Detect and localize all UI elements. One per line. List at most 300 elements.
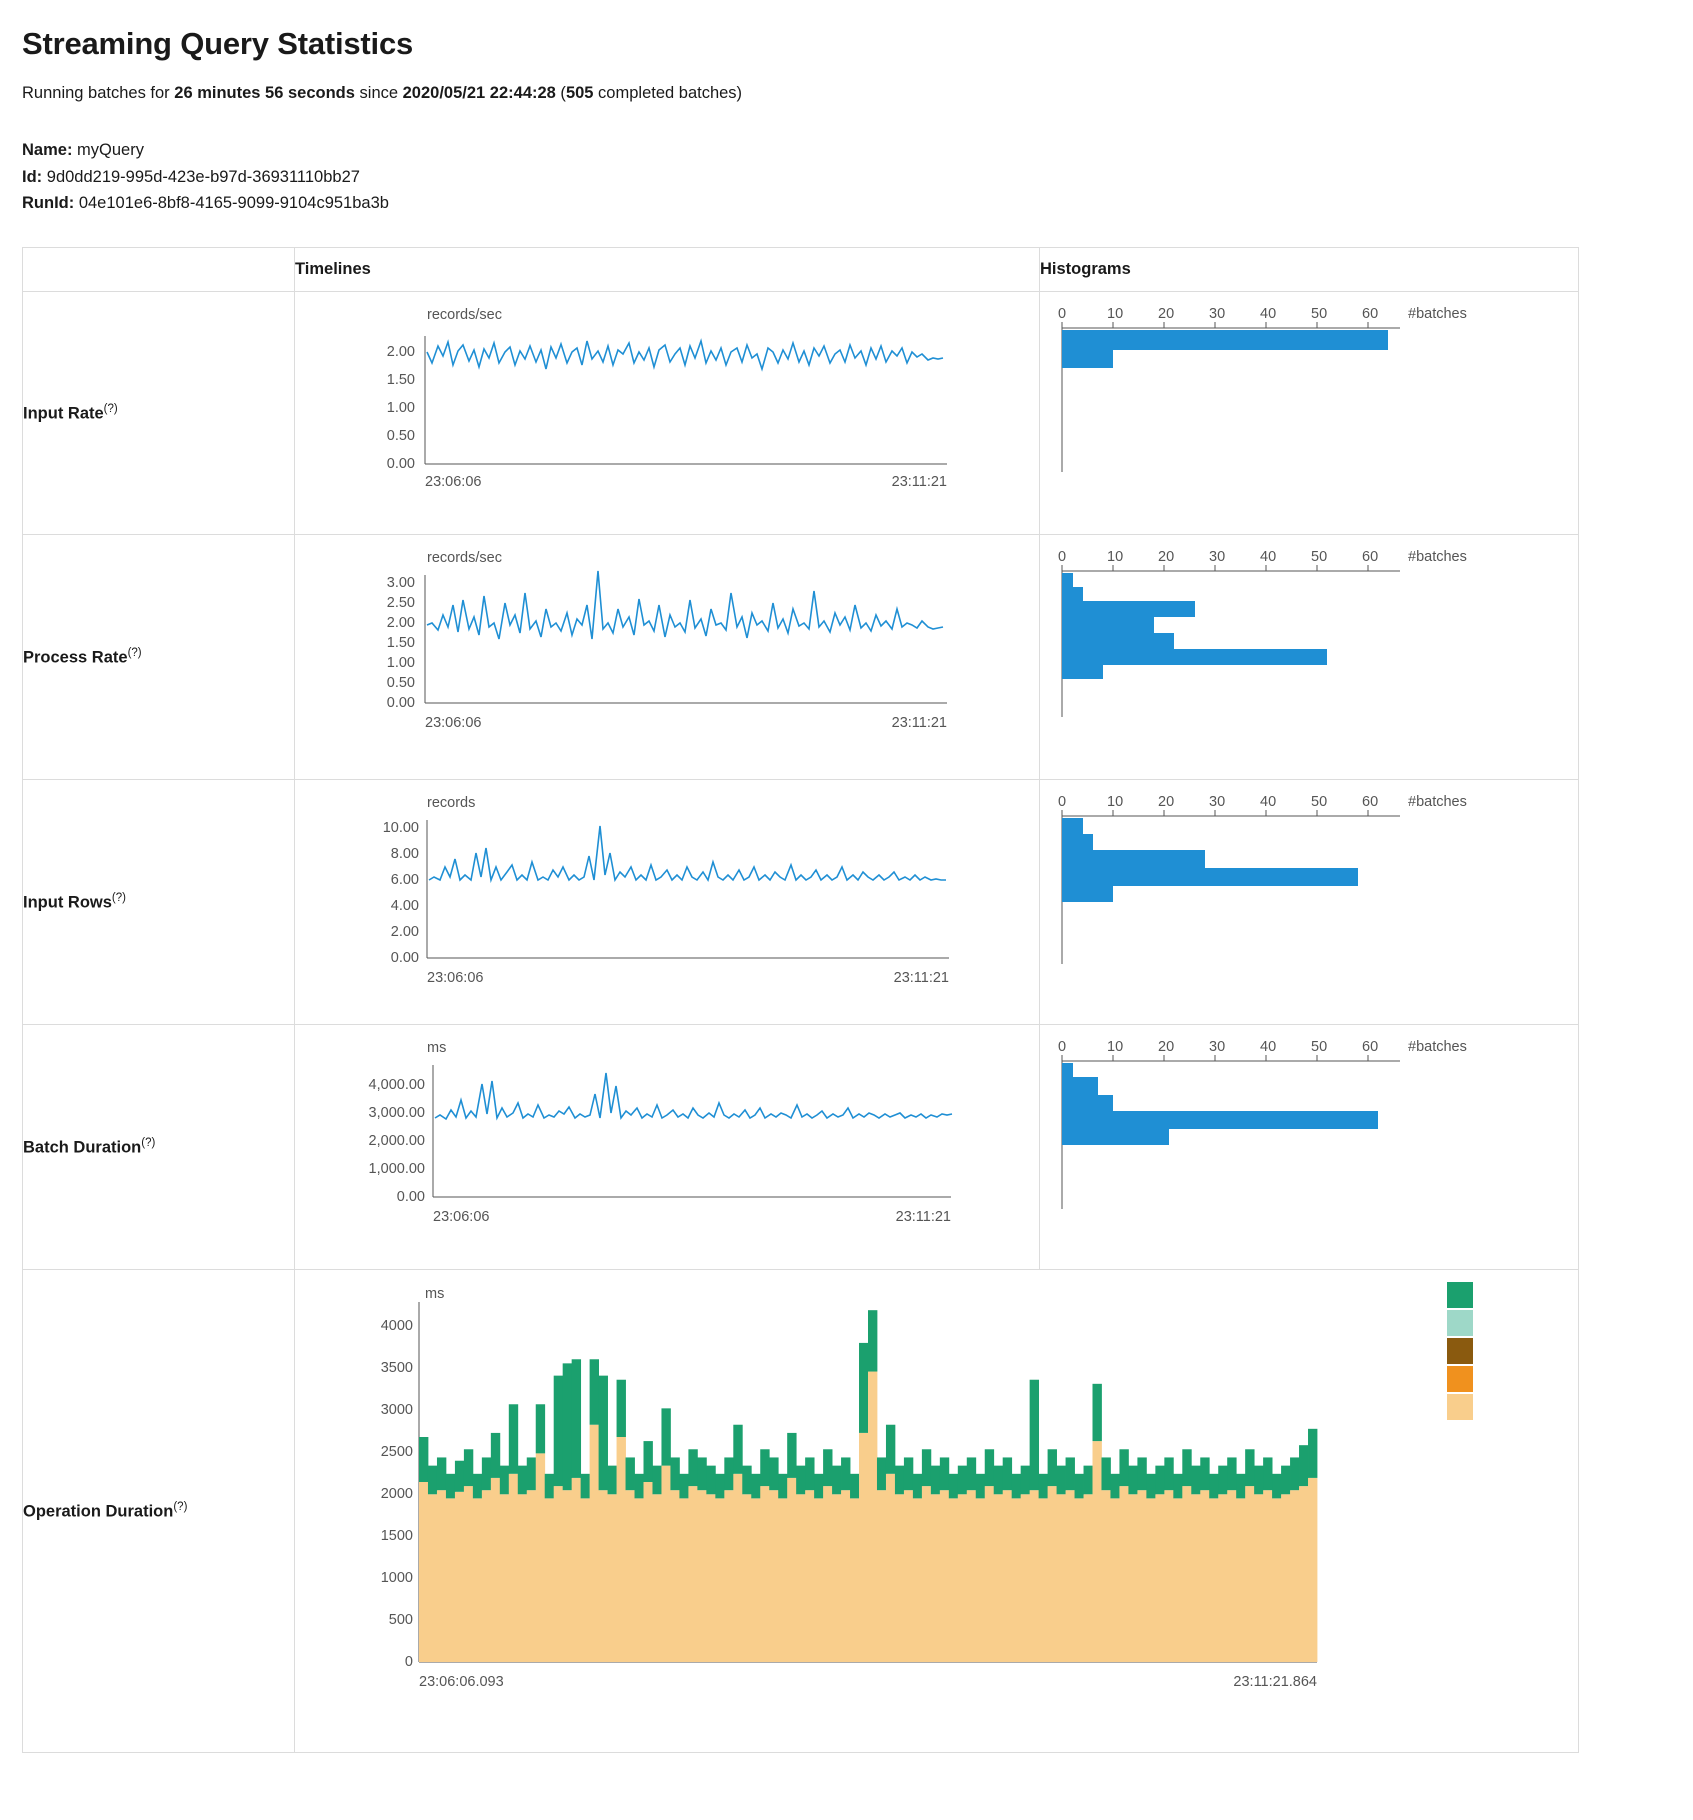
stacked-bar-top xyxy=(1290,1458,1299,1491)
stacked-bar-top xyxy=(428,1466,437,1495)
header-histograms: Histograms xyxy=(1040,248,1579,292)
stacked-bar-top xyxy=(1084,1466,1093,1495)
ytick: 3,000.00 xyxy=(368,1105,425,1122)
hist-bar xyxy=(1062,617,1154,633)
unit-label: records/sec xyxy=(427,307,502,324)
ytick: 3000 xyxy=(380,1402,413,1419)
ytick: 4.00 xyxy=(390,898,419,915)
ytick: 8.00 xyxy=(390,846,419,863)
ytick: 3.00 xyxy=(386,575,415,592)
stacked-bar-top xyxy=(1075,1474,1084,1499)
stacked-bar-base xyxy=(1075,1499,1084,1663)
stacked-bar-base xyxy=(1146,1499,1155,1663)
stacked-bar-top xyxy=(742,1466,751,1495)
stacked-bar-base xyxy=(1039,1499,1048,1663)
stacked-bar-top xyxy=(563,1364,572,1491)
meta-row-name xyxy=(22,137,1671,164)
stacked-bar-base xyxy=(1119,1486,1128,1662)
xtick-start: 23:06:06 xyxy=(425,474,482,491)
stacked-bar-top xyxy=(994,1466,1003,1495)
stacked-bar-base xyxy=(913,1499,922,1663)
stacked-bar-top xyxy=(697,1458,706,1491)
stacked-bar-base xyxy=(446,1499,455,1663)
stacked-bar-top xyxy=(796,1466,805,1495)
xtick-end: 23:11:21 xyxy=(893,970,949,987)
stacked-bar-base xyxy=(1209,1499,1218,1663)
stacked-bar-base xyxy=(482,1490,491,1662)
stacked-bar-top xyxy=(455,1461,464,1492)
xtick: 10 xyxy=(1107,794,1124,811)
stacked-bar-base xyxy=(886,1474,895,1662)
statistics-table xyxy=(22,247,1579,1753)
stacked-bar-base xyxy=(967,1490,976,1662)
stacked-bar-top xyxy=(1254,1466,1263,1495)
stacked-bar-top xyxy=(1137,1458,1146,1491)
xtick: 0 xyxy=(1058,794,1067,811)
row-label-text: Input Rows xyxy=(23,893,112,912)
stacked-bar-top xyxy=(509,1404,518,1474)
unit-label: records/sec xyxy=(427,550,502,567)
ytick: 2500 xyxy=(380,1444,413,1461)
xtick-start: 23:06:06 xyxy=(433,1209,490,1226)
stacked-bar-base xyxy=(868,1372,877,1662)
xtick: 50 xyxy=(1311,794,1328,811)
help-icon[interactable]: (?) xyxy=(111,891,126,904)
xtick: 20 xyxy=(1158,306,1175,323)
xtick: 20 xyxy=(1158,1039,1175,1056)
stacked-bar-top xyxy=(1299,1445,1308,1486)
ytick: 2,000.00 xyxy=(368,1133,425,1150)
table-header-row xyxy=(23,248,1579,292)
stacked-bar-top xyxy=(482,1458,491,1491)
stacked-bar-base xyxy=(859,1433,868,1662)
stacked-bar-top xyxy=(1164,1458,1173,1491)
stacked-bar-top xyxy=(464,1449,473,1486)
ytick: 0.00 xyxy=(386,456,415,473)
stacked-bar-base xyxy=(1191,1494,1200,1662)
stacked-bar-top xyxy=(859,1343,868,1433)
histogram-input-rows[interactable] xyxy=(1040,780,1579,1025)
stacked-bar-top xyxy=(1146,1474,1155,1499)
stacked-bar-base xyxy=(1155,1494,1164,1662)
stacked-bar-base xyxy=(922,1486,931,1662)
stacked-bar-base xyxy=(1245,1486,1254,1662)
stacked-bar-base xyxy=(491,1478,500,1662)
header-blank xyxy=(23,248,295,292)
stacked-bar-base xyxy=(679,1499,688,1663)
stacked-bar-base xyxy=(769,1490,778,1662)
xtick: 0 xyxy=(1058,306,1067,323)
xtick-start: 23:06:06 xyxy=(427,970,484,987)
stacked-bar-top xyxy=(1209,1474,1218,1499)
axis-label: #batches xyxy=(1408,1039,1467,1056)
stacked-bar-top xyxy=(581,1474,590,1499)
stacked-bar-base xyxy=(733,1474,742,1662)
stacked-bar-base xyxy=(958,1494,967,1662)
stacked-bar-base xyxy=(931,1494,940,1662)
stacked-bar-top xyxy=(419,1437,428,1482)
stacked-bar-top xyxy=(652,1466,661,1495)
stacked-bar-top xyxy=(527,1458,536,1491)
stacked-bar-top xyxy=(985,1449,994,1486)
stacked-bar-top xyxy=(877,1458,886,1491)
stacked-bar-top xyxy=(886,1425,895,1474)
stacked-bar-base xyxy=(644,1482,653,1662)
axis-label: #batches xyxy=(1408,794,1467,811)
stacked-bar-top xyxy=(590,1359,599,1424)
stacked-bar-top xyxy=(850,1474,859,1499)
stacked-bar-top xyxy=(688,1449,697,1486)
timeline-batch-duration[interactable] xyxy=(295,1025,1040,1270)
stacked-bar-base xyxy=(787,1478,796,1662)
ytick: 10.00 xyxy=(382,820,419,837)
ytick: 2.00 xyxy=(390,924,419,941)
stacked-bar-top xyxy=(446,1474,455,1499)
stacked-bar-base xyxy=(1137,1490,1146,1662)
stacked-bar-base xyxy=(823,1486,832,1662)
hist-bar xyxy=(1062,633,1174,649)
stacked-bar-base xyxy=(661,1466,670,1662)
ytick: 2.00 xyxy=(386,344,415,361)
stacked-bar-base xyxy=(760,1486,769,1662)
stacked-bar-top xyxy=(868,1310,877,1371)
stacked-bar-top xyxy=(1128,1466,1137,1495)
xtick: 50 xyxy=(1311,1039,1328,1056)
stacked-bar-top xyxy=(1236,1474,1245,1499)
stacked-bar-base xyxy=(419,1482,428,1662)
stacked-bar-base xyxy=(1057,1494,1066,1662)
hist-bar xyxy=(1062,834,1093,850)
stacked-bar-top xyxy=(635,1474,644,1499)
stacked-bar-top xyxy=(949,1474,958,1499)
stacked-bar-base xyxy=(1272,1499,1281,1663)
stacked-bar-top xyxy=(895,1466,904,1495)
stacked-bar-top xyxy=(545,1474,554,1499)
hist-bar xyxy=(1062,601,1195,617)
ytick: 0.50 xyxy=(386,428,415,445)
input-rate-line xyxy=(427,341,943,369)
stacked-bar-top xyxy=(1057,1466,1066,1495)
xtick: 50 xyxy=(1311,549,1328,566)
stacked-bar-top xyxy=(967,1458,976,1491)
stacked-bar-top xyxy=(769,1458,778,1491)
xtick: 40 xyxy=(1260,306,1277,323)
xtick: 30 xyxy=(1209,1039,1226,1056)
stacked-bar-top xyxy=(1093,1384,1102,1441)
stacked-bar-base xyxy=(626,1490,635,1662)
hist-bar xyxy=(1062,886,1113,902)
stacked-bar-base xyxy=(464,1486,473,1662)
stacked-bar-base xyxy=(1236,1499,1245,1663)
table-row xyxy=(23,535,1579,780)
ytick: 1.00 xyxy=(386,400,415,417)
row-label-text: Batch Duration xyxy=(23,1138,142,1157)
xtick: 60 xyxy=(1362,1039,1379,1056)
stacked-bar-base xyxy=(527,1490,536,1662)
stacked-bar-top xyxy=(437,1458,446,1491)
stacked-bar-top xyxy=(491,1433,500,1478)
page-title: Streaming Query Statistics xyxy=(22,26,414,61)
xtick: 0 xyxy=(1058,549,1067,566)
ytick: 2.00 xyxy=(386,615,415,632)
stacked-bar-base xyxy=(1048,1486,1057,1662)
hist-bar xyxy=(1062,573,1073,587)
xtick: 10 xyxy=(1107,306,1124,323)
help-icon[interactable]: (?) xyxy=(173,1500,188,1513)
legend-swatch-green[interactable] xyxy=(1447,1282,1473,1308)
stacked-bar-base xyxy=(976,1499,985,1663)
stacked-bar-base xyxy=(796,1494,805,1662)
stacked-bar-base xyxy=(455,1492,464,1662)
summary-mid: since xyxy=(354,84,403,102)
stacked-bar-base xyxy=(509,1474,518,1662)
stacked-bar-base xyxy=(428,1494,437,1662)
stacked-bar-top xyxy=(1021,1466,1030,1495)
ytick: 2000 xyxy=(380,1486,413,1503)
ytick: 3500 xyxy=(380,1360,413,1377)
stacked-bar-base xyxy=(1227,1490,1236,1662)
stacked-bar-base xyxy=(877,1490,886,1662)
row-label-process-rate xyxy=(23,535,295,780)
stacked-bar-top xyxy=(1173,1474,1182,1499)
ytick: 500 xyxy=(388,1612,413,1629)
stacked-bar-base xyxy=(1164,1490,1173,1662)
ytick: 4000 xyxy=(380,1318,413,1335)
stacked-bar-top xyxy=(554,1376,563,1486)
stacked-bar-base xyxy=(1299,1486,1308,1662)
stacked-bar-top xyxy=(644,1441,653,1482)
histogram-batch-duration[interactable] xyxy=(1040,1025,1579,1270)
stacked-bar-base xyxy=(742,1494,751,1662)
meta-value-runid: 04e101e6-8bf8-4165-9099-9104c951ba3b xyxy=(78,194,389,213)
meta-value-id: 9d0dd219-995d-423e-b97d-36931110bb27 xyxy=(46,167,360,186)
stacked-bar-top xyxy=(913,1474,922,1499)
stacked-bar-top xyxy=(1191,1466,1200,1495)
stacked-bar-top xyxy=(1110,1474,1119,1499)
query-metadata xyxy=(22,137,1671,217)
stacked-bar-top xyxy=(832,1466,841,1495)
xtick: 20 xyxy=(1158,794,1175,811)
stacked-bar-top xyxy=(661,1409,670,1466)
stacked-bar-base xyxy=(581,1499,590,1663)
stacked-bar-top xyxy=(1039,1474,1048,1499)
operation-duration-chart-cell[interactable] xyxy=(295,1270,1579,1753)
table-row xyxy=(23,1270,1579,1753)
stacked-bar-base xyxy=(599,1490,608,1662)
summary-open-paren: ( xyxy=(555,84,566,102)
stacked-bar-base xyxy=(751,1499,760,1663)
hist-bar xyxy=(1062,1129,1169,1145)
stacked-bar-top xyxy=(1245,1449,1254,1486)
summary-since: 2020/05/21 22:44:28 xyxy=(402,84,556,102)
stacked-bar-top xyxy=(626,1458,635,1491)
stacked-bar-top xyxy=(958,1466,967,1495)
xtick-end: 23:11:21 xyxy=(891,715,947,732)
ytick: 1000 xyxy=(380,1570,413,1587)
running-batches-summary xyxy=(22,84,1671,103)
stacked-bar-base xyxy=(985,1486,994,1662)
row-label-text: Operation Duration xyxy=(23,1502,174,1521)
unit-label: ms xyxy=(425,1286,445,1303)
meta-row-id xyxy=(22,164,1671,191)
xtick: 40 xyxy=(1260,794,1277,811)
legend-swatch-light-green[interactable] xyxy=(1447,1310,1473,1336)
stacked-bar-base xyxy=(1182,1486,1191,1662)
legend-swatch-brown[interactable] xyxy=(1447,1338,1473,1364)
stacked-bar-top xyxy=(536,1404,545,1453)
ytick: 1.00 xyxy=(386,655,415,672)
input-rate-timeline-chart xyxy=(307,304,1007,524)
stacked-bar-base xyxy=(832,1494,841,1662)
xtick-end: 23:11:21 xyxy=(891,474,947,491)
batch-duration-line xyxy=(435,1073,952,1119)
header-timelines: Timelines xyxy=(295,248,1040,292)
stacked-bar-base xyxy=(697,1490,706,1662)
stacked-bar-base xyxy=(635,1499,644,1663)
stacked-bar-base xyxy=(994,1494,1003,1662)
unit-label: ms xyxy=(427,1040,447,1057)
hist-bar xyxy=(1062,350,1113,368)
meta-key-runid: RunId: xyxy=(22,194,75,213)
xtick: 40 xyxy=(1260,1039,1277,1056)
stacked-bar-top xyxy=(733,1425,742,1474)
stacked-bar-top xyxy=(500,1466,509,1495)
stacked-bar-base xyxy=(1093,1441,1102,1662)
help-icon[interactable]: (?) xyxy=(141,1136,156,1149)
stacked-bar-top xyxy=(976,1474,985,1499)
stacked-bar-base xyxy=(715,1499,724,1663)
legend-swatch-orange[interactable] xyxy=(1447,1366,1473,1392)
stacked-bar-top xyxy=(706,1466,715,1495)
ytick: 0.50 xyxy=(386,675,415,692)
table-row xyxy=(23,1025,1579,1270)
input-rows-timeline-chart xyxy=(307,792,1007,1014)
summary-duration: 26 minutes 56 seconds xyxy=(174,84,355,102)
xtick: 20 xyxy=(1158,549,1175,566)
stacked-bar-top xyxy=(823,1449,832,1486)
stacked-bar-top xyxy=(1119,1449,1128,1486)
stacked-bar-base xyxy=(572,1478,581,1662)
row-label-input-rate xyxy=(23,292,295,535)
stacked-bar-base xyxy=(1030,1490,1039,1662)
stacked-bar-base xyxy=(473,1499,482,1663)
stacked-bar-top xyxy=(1155,1466,1164,1495)
stacked-bar-top xyxy=(1012,1474,1021,1499)
stacked-bar-base xyxy=(1003,1490,1012,1662)
stacked-bar-top xyxy=(904,1458,913,1491)
input-rate-histogram-chart xyxy=(1052,304,1552,524)
stacked-bar-base xyxy=(617,1437,626,1662)
stacked-bar-top xyxy=(599,1376,608,1491)
stacked-bar-base xyxy=(536,1454,545,1663)
xtick-end: 23:11:21.864 xyxy=(1233,1674,1317,1691)
unit-label: records xyxy=(427,795,476,812)
ytick: 1.50 xyxy=(386,635,415,652)
hist-bar xyxy=(1062,665,1103,679)
stacked-bar-top xyxy=(931,1466,940,1495)
legend-swatch-light-orange[interactable] xyxy=(1447,1394,1473,1420)
ytick: 1500 xyxy=(380,1528,413,1545)
stacked-bar-base xyxy=(1101,1490,1110,1662)
stacked-bar-top xyxy=(760,1449,769,1486)
stacked-bar-base xyxy=(1012,1499,1021,1663)
stacked-bar-base xyxy=(1254,1494,1263,1662)
stacked-bar-top xyxy=(1048,1449,1057,1486)
stacked-bar-top xyxy=(1227,1458,1236,1491)
stacked-bar-base xyxy=(814,1499,823,1663)
axis-label: #batches xyxy=(1408,549,1467,566)
stacked-bar-base xyxy=(1281,1494,1290,1662)
timeline-input-rows[interactable] xyxy=(295,780,1040,1025)
xtick: 30 xyxy=(1209,794,1226,811)
stacked-bar-base xyxy=(1128,1494,1137,1662)
ytick: 0.00 xyxy=(396,1189,425,1206)
stacked-bar-top xyxy=(1281,1466,1290,1495)
stacked-bar-base xyxy=(554,1486,563,1662)
stacked-bar-top xyxy=(608,1466,617,1495)
histogram-input-rate[interactable] xyxy=(1040,292,1579,535)
stacked-bar-base xyxy=(1021,1494,1030,1662)
row-label-text: Input Rate xyxy=(23,404,104,423)
operation-duration-legend[interactable] xyxy=(1447,1282,1473,1420)
stacked-bar-top xyxy=(805,1458,814,1491)
stacked-bar-base xyxy=(1263,1490,1272,1662)
timeline-input-rate[interactable] xyxy=(295,292,1040,535)
stacked-bar-top xyxy=(1263,1458,1272,1491)
stacked-bar-base xyxy=(590,1425,599,1662)
xtick: 30 xyxy=(1209,549,1226,566)
ytick: 1,000.00 xyxy=(368,1161,425,1178)
stacked-bar-base xyxy=(841,1490,850,1662)
stacked-bar-top xyxy=(1200,1458,1209,1491)
meta-row-runid xyxy=(22,190,1671,217)
stacked-bar-top xyxy=(1003,1458,1012,1491)
stacked-bar-base xyxy=(518,1494,527,1662)
timeline-process-rate[interactable] xyxy=(295,535,1040,780)
operation-duration-chart xyxy=(307,1282,1447,1742)
stacked-bar-base xyxy=(1200,1490,1209,1662)
ytick: 6.00 xyxy=(390,872,419,889)
stacked-bar-top xyxy=(778,1474,787,1499)
summary-prefix: Running batches for xyxy=(22,84,175,102)
stacked-bar-base xyxy=(500,1494,509,1662)
stacked-bar-top xyxy=(787,1433,796,1478)
help-icon[interactable]: (?) xyxy=(127,646,142,659)
input-rows-line xyxy=(429,826,946,880)
stacked-bar-base xyxy=(608,1494,617,1662)
stacked-bar-base xyxy=(949,1499,958,1663)
ytick: 1.50 xyxy=(386,372,415,389)
stacked-bar-base xyxy=(652,1494,661,1662)
xtick: 10 xyxy=(1107,1039,1124,1056)
help-icon[interactable]: (?) xyxy=(103,402,118,415)
hist-bar xyxy=(1062,868,1358,886)
stacked-bar-top xyxy=(715,1474,724,1499)
hist-bar xyxy=(1062,850,1205,868)
stacked-bar-top xyxy=(473,1474,482,1499)
histogram-process-rate[interactable] xyxy=(1040,535,1579,780)
hist-bar xyxy=(1062,1095,1113,1111)
ytick: 2.50 xyxy=(386,595,415,612)
stacked-bar-top xyxy=(1272,1474,1281,1499)
meta-key-id: Id: xyxy=(22,167,43,186)
xtick: 60 xyxy=(1362,549,1379,566)
stacked-bar-base xyxy=(670,1490,679,1662)
stacked-bar-base xyxy=(1308,1478,1317,1662)
stacked-bar-top xyxy=(724,1458,733,1491)
hist-bar xyxy=(1062,1111,1378,1129)
table-row xyxy=(23,780,1579,1025)
